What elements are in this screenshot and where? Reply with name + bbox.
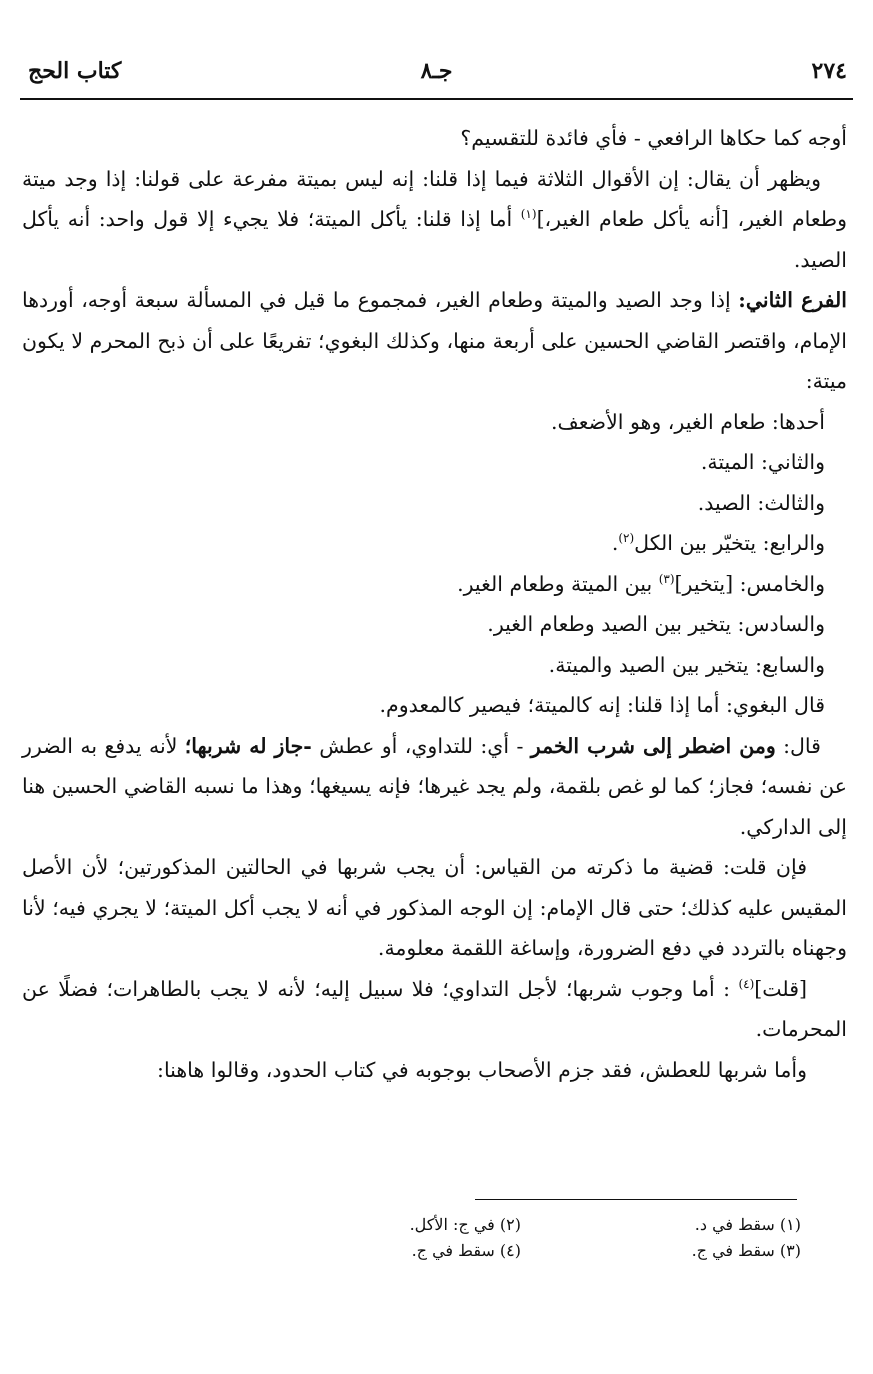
footnote-3: (٣) سقط في ج.	[691, 1241, 801, 1260]
footnote-ref-2[interactable]: (٢)	[618, 531, 635, 546]
list-item: والسابع: يتخير بين الصيد والميتة.	[548, 652, 825, 677]
main-text	[22, 118, 847, 1090]
footnote-row	[241, 1212, 801, 1238]
footnote-divider	[475, 1199, 797, 1200]
paragraph-8: وأما شربها للعطش، فقد جزم الأصحاب بوجوبه في كتاب الحدود، وقالوا هاهنا:	[157, 1057, 807, 1082]
footnote-4: (٤) سقط في ج.	[411, 1241, 521, 1260]
footnote-ref-1[interactable]: (١)	[520, 207, 537, 222]
section-heading: الفرع الثاني:	[738, 288, 847, 312]
list-item: والرابع: يتخيّر بين الكل$^{(٢)}$.	[611, 531, 825, 555]
list-item: والثاني: الميتة.	[700, 450, 825, 474]
paragraph-1: أوجه كما حكاها الرافعي - فأي فائدة للتقسيم؟	[460, 126, 847, 150]
page-header	[20, 58, 853, 96]
volume-label: جـ٨	[420, 58, 453, 84]
header-divider	[20, 98, 853, 100]
list-item: والخامس: [يتخير]$^{(٣)}$ بين الميتة وطعام الغير.	[457, 571, 825, 596]
list-item: والثالث: الصيد.	[697, 490, 825, 515]
footnote-ref-3[interactable]: (٣)	[658, 571, 675, 586]
paragraph-6: فإن قلت: قضية ما ذكرته من القياس: أن يجب شربها في الحالتين المذكورتين؛ لأن الأصل المقيس عليه كذلك؛ حتى قال الإمام: إن الوجه المذكور في أنه لا يجب أكل الميتة؛ لا يجري فيه؛ لأنا وجهناه بالتردد في دفع الضرورة، وإساغة اللقمة معلومة.	[22, 855, 847, 960]
footnote-2: (٢) في ج: الأكل.	[409, 1215, 521, 1234]
list-item: والسادس: يتخير بين الصيد وطعام الغير.	[487, 612, 825, 636]
footnote-ref-4[interactable]: (٤)	[738, 976, 755, 991]
footnote-1: (١) سقط في د.	[694, 1215, 801, 1234]
list-item: أحدها: طعام الغير، وهو الأضعف.	[551, 409, 825, 434]
paragraph-3: الفرع الثاني: إذا وجد الصيد والميتة وطعام الغير، فمجموع ما قيل في المسألة سبعة أوجه، أوردها الإمام، واقتصر القاضي الحسين على أربعة منها، وكذلك البغوي؛ تفريعًا على أن ذبح المحرم لا يكون ميتة:	[22, 288, 847, 393]
paragraph-4: قال البغوي: أما إذا قلنا: إنه كالميتة؛ فيصير كالمعدوم.	[379, 693, 825, 717]
book-title: كتاب الحج	[28, 58, 122, 84]
paragraph-5: قال: ومن اضطر إلى شرب الخمر - أي: للتداوي، أو عطش -جاز له شربها؛ لأنه يدفع به الضرر عن نفسه؛ فجاز؛ كما لو غص بلقمة، ولم يجد غيرها؛ فإنه يسيغها؛ وهذا ما نسبه القاضي الحسين هنا إلى الداركي.	[22, 733, 847, 839]
paragraph-2: ويظهر أن يقال: إن الأقوال الثلاثة فيما إذا قلنا: إنه ليس بميتة مفرعة على قولنا: إذا وجد ميتة وطعام الغير، [أنه يأكل طعام الغير،]$^{(١)}$ أما إذا قلنا: يأكل الميتة؛ فلا يجيء إلا قول واحد: أنه يأكل الصيد.	[22, 166, 847, 272]
page-number: ٢٧٤	[811, 58, 847, 84]
footnotes	[241, 1212, 801, 1264]
footnote-row	[241, 1238, 801, 1264]
paragraph-7: [قلت]$^{(٤)}$ : أما وجوب شربها؛ لأجل التداوي؛ فلا سبيل إليه؛ لأنه لا يجب بالطاهرات؛ فضلًا عن المحرمات.	[22, 976, 847, 1041]
